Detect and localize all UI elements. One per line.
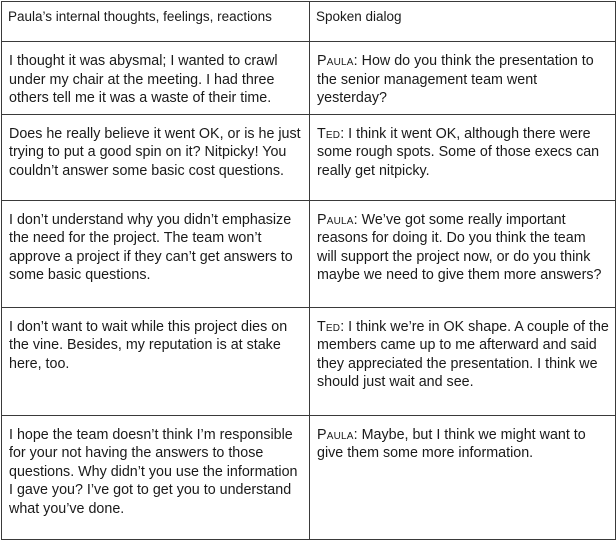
table-row [2,42,616,115]
table-row [2,200,616,307]
dialog-cell [310,114,616,200]
table-row [2,114,616,200]
thoughts-cell: I thought it was abysmal; I wanted to crawl under my chair at the meeting. I had three others tell me it was a waste of their time. [2,42,310,115]
speaker-name: Ted [317,318,341,335]
dialog-line: : We’ve got some really important reasons for doing it. Do you think the team will support the project now, or do you think maybe we need to give them more answers? [317,211,602,283]
thoughts-cell: I hope the team doesn’t think I’m responsible for your not having the answers to those questions. Why didn’t you use the information I gave you? I’ve got to get you to understand what you’ve done. [2,415,310,539]
thoughts-cell: I don’t understand why you didn’t emphasize the need for the project. The team won’t approve a project if they can’t get answers to some basic questions. [2,200,310,307]
table-row [2,415,616,539]
speaker-name: Ted [317,125,341,142]
header-thoughts: Paula’s internal thoughts, feelings, reactions [2,2,310,42]
dialog-cell [310,307,616,415]
header-dialog: Spoken dialog [310,2,616,42]
speaker-name: Paula [317,53,354,69]
header-row [2,2,616,42]
dialog-line: : I think we’re in OK shape. A couple of the members came up to me afterward and said they appreciated the presentation. I think we should just wait and see. [317,318,609,390]
dialog-line: : I think it went OK, although there were some rough spots. Some of those execs can really get nitpicky. [317,125,600,179]
speaker-name: Paula [317,426,354,443]
speaker-name: Paula [317,211,354,228]
dialog-cell [310,415,616,539]
dialog-table [1,1,616,540]
dialog-line: : Maybe, but I think we might want to give them some more information. [317,426,586,461]
dialog-line: : How do you think the presentation to the senior management team went yesterday? [317,53,594,106]
dialog-cell [310,200,616,307]
thoughts-cell: Does he really believe it went OK, or is he just trying to put a good spin on it? Nitpicky! You couldn’t answer some basic cost questions. [2,114,310,200]
dialog-cell [310,42,616,115]
table-row [2,307,616,415]
thoughts-cell: I don’t want to wait while this project dies on the vine. Besides, my reputation is at stake here, too. [2,307,310,415]
